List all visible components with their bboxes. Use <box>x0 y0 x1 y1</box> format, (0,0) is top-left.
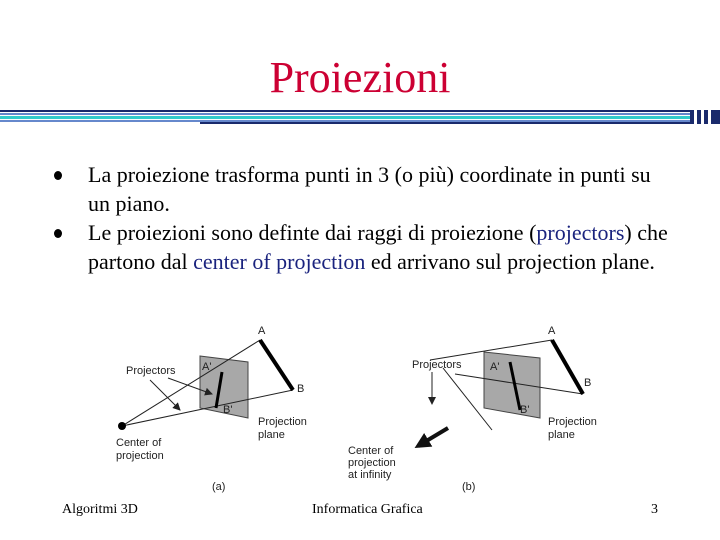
label-center-2: projection <box>348 457 396 469</box>
diagram-perspective <box>116 325 307 493</box>
center-of-projection-point <box>118 422 126 430</box>
label-b-prime: B' <box>223 404 233 416</box>
label-a-prime: A' <box>490 361 500 373</box>
bullet-text-pre: Le proiezioni sono definte dai raggi di proiezione ( <box>88 220 537 245</box>
bullet-text-post: ed arrivano sul projection plane. <box>365 249 655 274</box>
label-center-1: Center of <box>348 445 394 457</box>
label-projectors: Projectors <box>412 359 462 371</box>
diagram-parallel <box>348 325 597 493</box>
bullet-item <box>52 218 672 276</box>
bullet-dot-icon <box>54 171 62 180</box>
slide-title: Proiezioni <box>269 53 451 102</box>
segment-ab <box>260 340 293 390</box>
label-center-1: Center of <box>116 437 162 449</box>
label-center-3: at infinity <box>348 469 392 481</box>
bullet-dot-icon <box>54 229 62 238</box>
footer-left: Algoritmi 3D <box>62 502 138 517</box>
caption-b: (b) <box>462 481 476 493</box>
label-projectors: Projectors <box>126 365 176 377</box>
title-divider <box>0 110 720 124</box>
label-plane-1: Projection <box>258 416 307 428</box>
label-plane-2: plane <box>258 429 285 441</box>
label-plane-2: plane <box>548 429 575 441</box>
label-a: A <box>258 325 266 337</box>
caption-a: (a) <box>212 481 226 493</box>
bullet-list <box>52 160 672 276</box>
term-center-of-projection: center of projection <box>193 249 366 274</box>
bullet-text-mid: ) che partono dal <box>88 220 668 274</box>
label-a: A <box>548 325 556 337</box>
projection-diagram <box>0 318 720 498</box>
label-b-prime: B' <box>520 404 530 416</box>
bullet-text: La proiezione trasforma punti in 3 (o più) coordinate in punti su un piano. <box>88 162 651 216</box>
page-number: 3 <box>651 502 658 517</box>
footer-center: Informatica Grafica <box>312 502 423 517</box>
segment-ab <box>552 340 583 394</box>
label-b: B <box>584 377 592 389</box>
label-a-prime: A' <box>202 361 212 373</box>
label-center-2: projection <box>116 450 164 462</box>
term-projectors: projectors <box>536 220 625 245</box>
label-plane-1: Projection <box>548 416 597 428</box>
bullet-item <box>52 160 672 218</box>
infinity-direction-arrow <box>418 428 448 446</box>
label-b: B <box>297 383 305 395</box>
